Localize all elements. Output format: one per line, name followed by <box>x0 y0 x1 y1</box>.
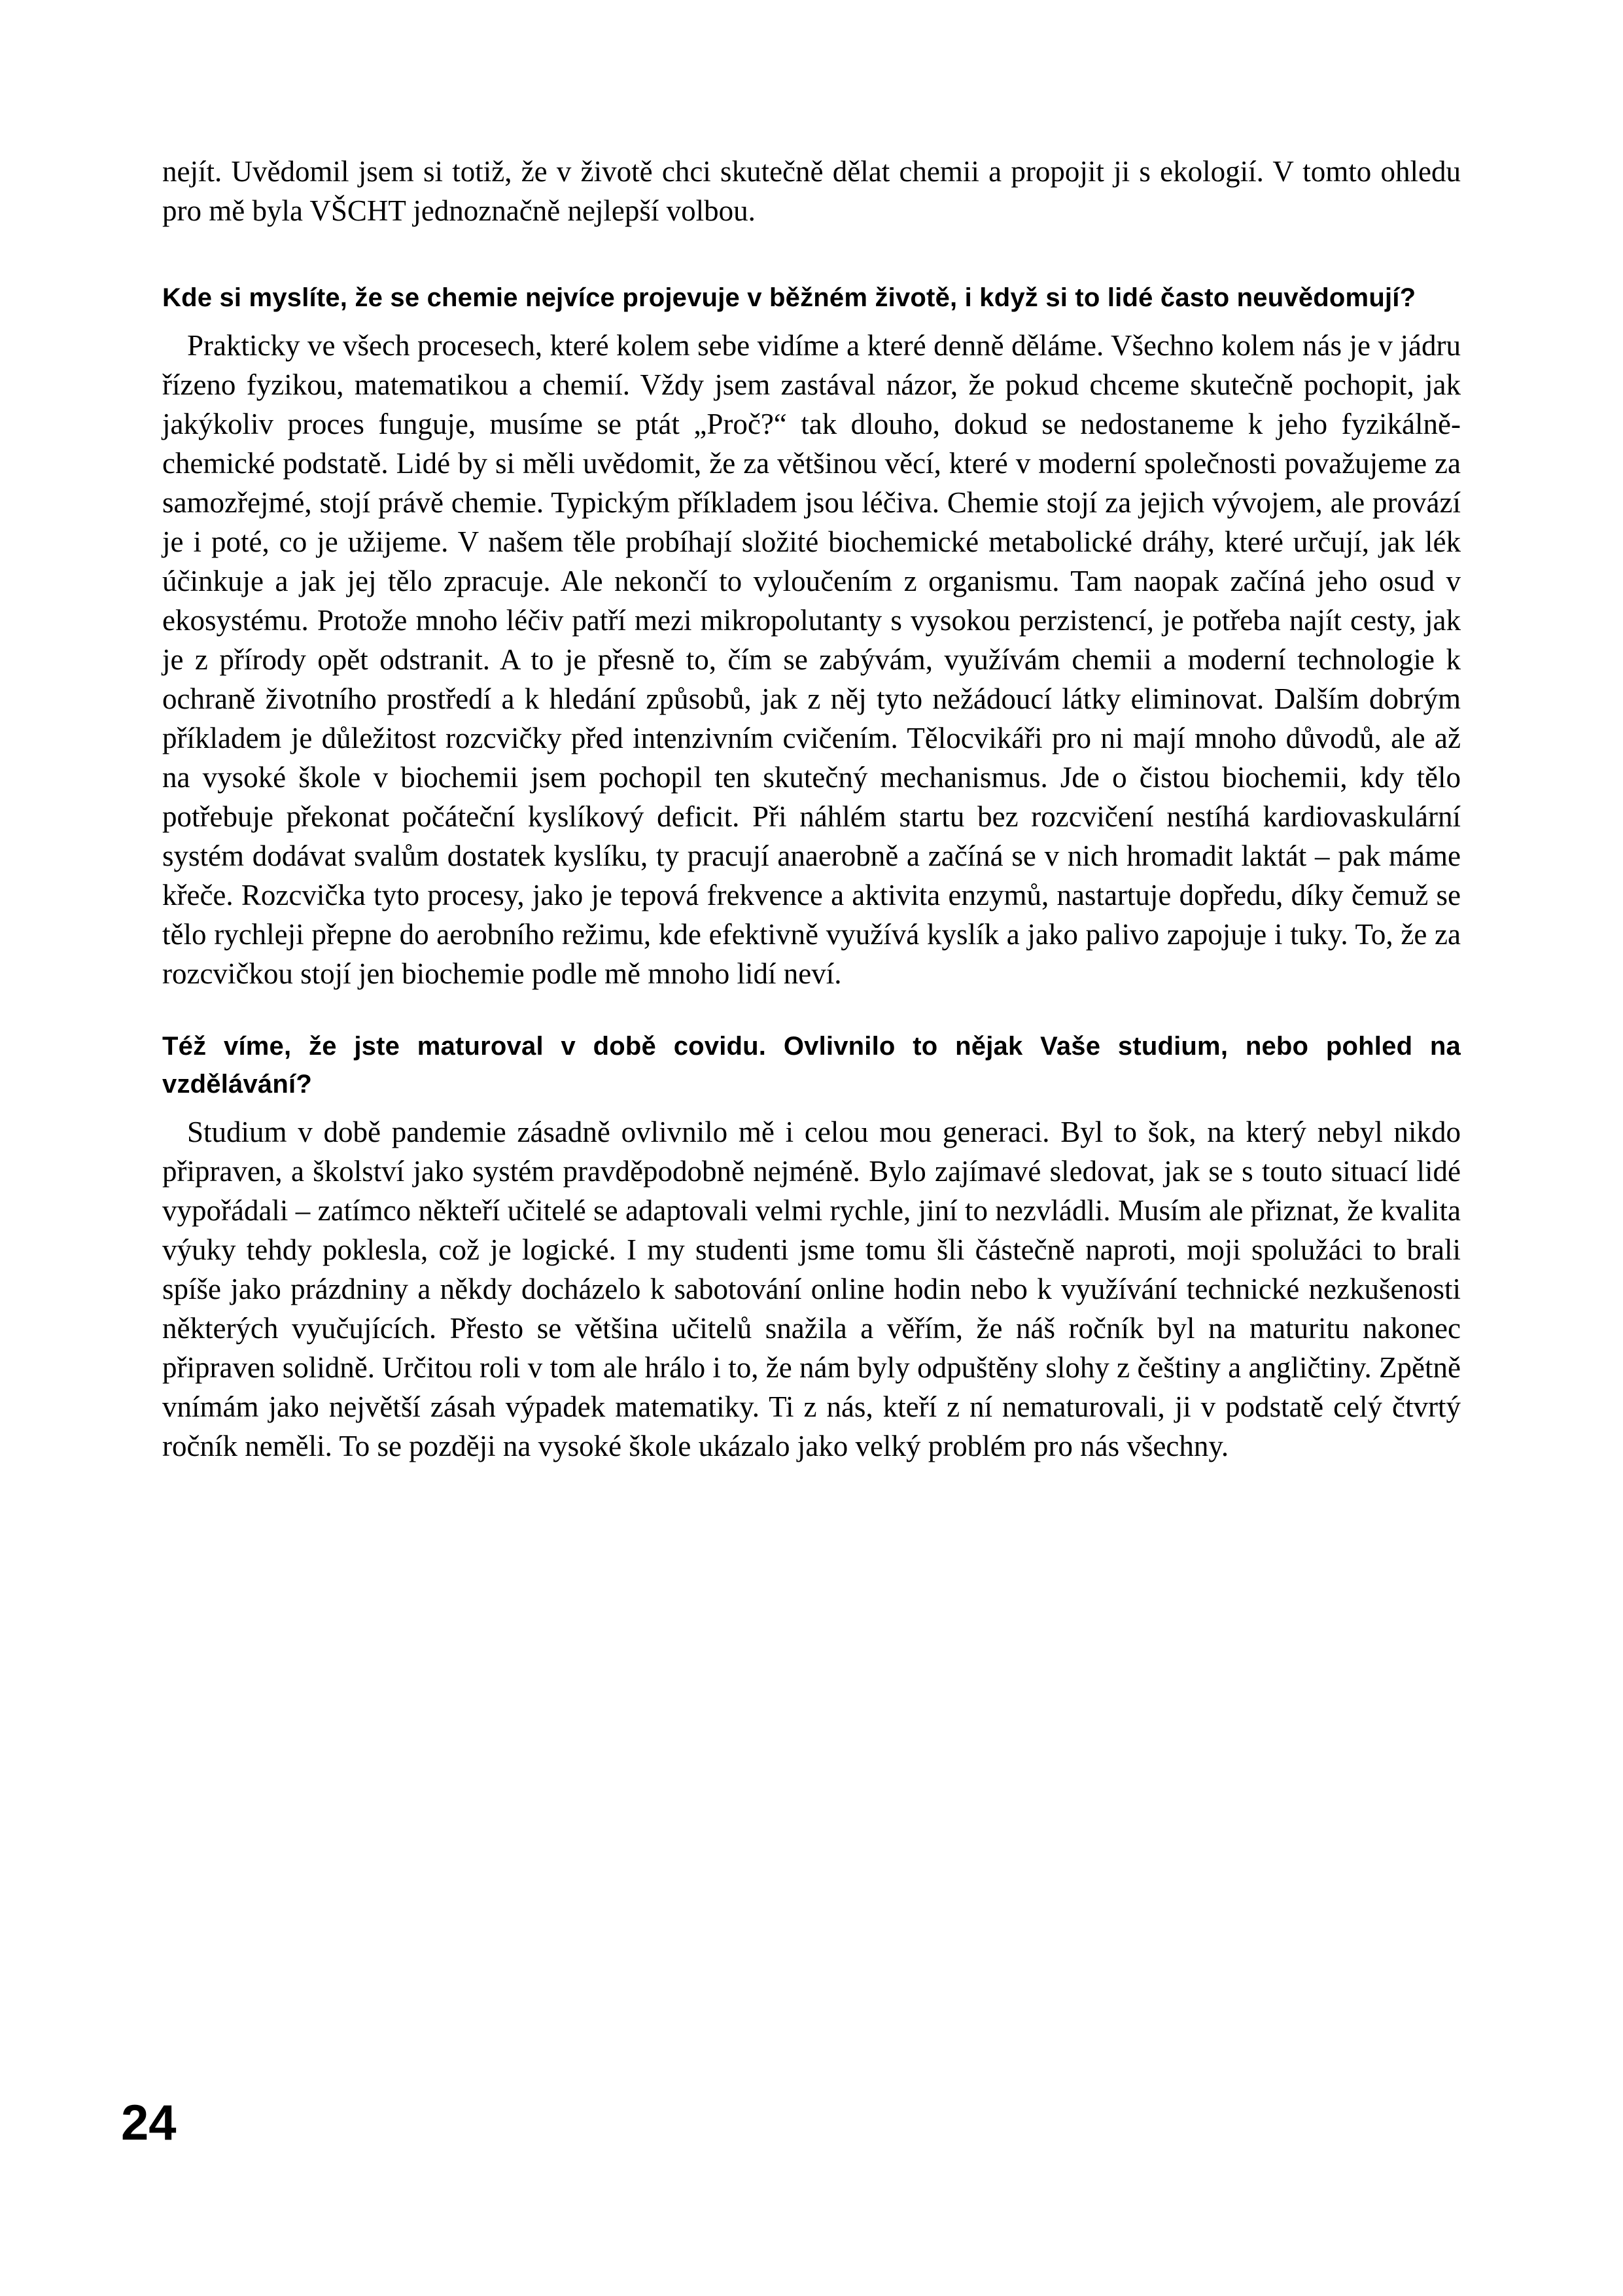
question-heading-2: Též víme, že jste maturoval v době covidu. Ovlivnilo to nějak Vaše studium, nebo pohled na vzdělávání? <box>162 1032 1461 1099</box>
page-content <box>162 152 1461 1466</box>
answer-paragraph-2: Studium v době pandemie zásadně ovlivnilo mě i celou mou generaci. Byl to šok, na který nebyl nikdo připraven, a školství jako systém pravděpodobně nejméně. Bylo zajímavé sledovat, jak se s touto situací lidé vypořádali – zatímco někteří učitelé se adaptovali velmi rychle, jiní to nezvládli. Musím ale přiznat, že kvalita výuky tehdy poklesla, což je logické. I my studenti jsme tomu šli částečně naproti, moji spolužáci to brali spíše jako prázdniny a někdy docházelo k sabotování online hodin nebo k využívání technické nezkušenosti některých vyučujících. Přesto se většina učitelů snažila a věřím, že náš ročník byl na maturitu nakonec připraven solidně. Určitou roli v tom ale hrálo i to, že nám byly odpuštěny slohy z češtiny a angličtiny. Zpětně vnímám jako největší zásah výpadek matematiky. Ti z nás, kteří z ní nematurovali, ji v podstatě celý čtvrtý ročník neměli. To se později na vysoké škole ukázalo jako velký problém pro nás všechny. <box>162 1116 1461 1462</box>
continuation-paragraph: nejít. Uvědomil jsem si totiž, že v životě chci skutečně dělat chemii a propojit ji s ekologií. V tomto ohledu pro mě byla VŠCHT jednoznačně nejlepší volbou. <box>162 155 1461 227</box>
page-number: 24 <box>121 2095 177 2151</box>
answer-paragraph-1: Prakticky ve všech procesech, které kolem sebe vidíme a které denně děláme. Všechno kolem nás je v jádru řízeno fyzikou, matematikou a chemií. Vždy jsem zastával názor, že pokud chceme skutečně pochopit, jak jakýkoliv proces funguje, musíme se ptát „Proč?“ tak dlouho, dokud se nedostaneme k jeho fyzikálně-chemické podstatě. Lidé by si měli uvědomit, že za většinou věcí, které v moderní společnosti považujeme za samozřejmé, stojí právě chemie. Typickým příkladem jsou léčiva. Chemie stojí za jejich vývojem, ale provází je i poté, co je užijeme. V našem těle probíhají složité biochemické metabolické dráhy, které určují, jak lék účinkuje a jak jej tělo zpracuje. Ale nekončí to vyloučením z organismu. Tam naopak začíná jeho osud v ekosystému. Protože mnoho léčiv patří mezi mikropolutanty s vysokou perzistencí, je potřeba najít cesty, jak je z přírody opět odstranit. A to je přesně to, čím se zabývám, využívám chemii a moderní technologie k ochraně životního prostředí a k hledání způsobů, jak z něj tyto nežádoucí látky eliminovat. Dalším dobrým příkladem je důležitost rozcvičky před intenzivním cvičením. Tělocvikáři pro ni mají mnoho důvodů, ale až na vysoké škole v biochemii jsem pochopil ten skutečný mechanismus. Jde o čistou biochemii, kdy tělo potřebuje překonat počáteční kyslíkový deficit. Při náhlém startu bez rozcvičení nestíhá kardiovaskulární systém dodávat svalům dostatek kyslíku, ty pracují anaerobně a začíná se v nich hromadit laktát – pak máme křeče. Rozcvička tyto procesy, jako je tepová frekvence a aktivita enzymů, nastartuje dopředu, díky čemuž se tělo rychleji přepne do aerobního režimu, kde efektivně využívá kyslík a jako palivo zapojuje i tuky. To, že za rozcvičkou stojí jen biochemie podle mě mnoho lidí neví. <box>162 329 1461 990</box>
spacer <box>162 256 1461 279</box>
spacer <box>162 993 1461 1027</box>
question-heading-1: Kde si myslíte, že se chemie nejvíce projevuje v běžném životě, i když si to lidé často neuvědomují? <box>162 283 1416 312</box>
